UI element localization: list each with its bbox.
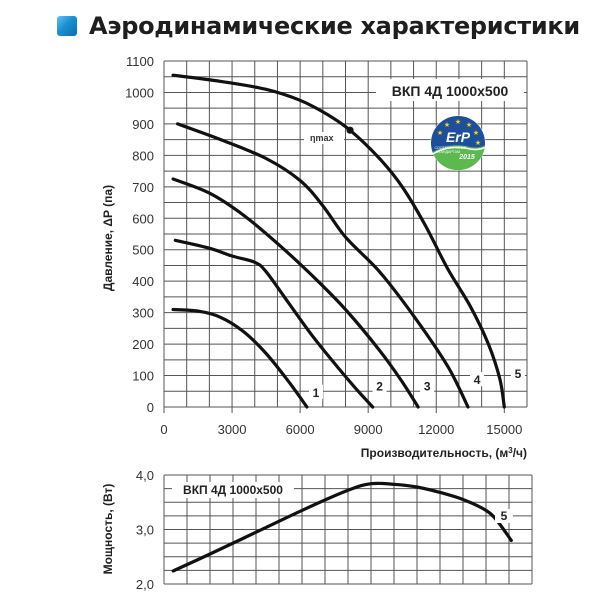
eta-max-label: ηmax bbox=[310, 133, 334, 143]
erp-badge-line2: СТАНДАРТАМ bbox=[435, 150, 461, 154]
erp-badge-name: ErP bbox=[445, 129, 471, 145]
y-tick-label: 0 bbox=[146, 400, 154, 415]
pressure-model-label: ВКП 4Д 1000x500 bbox=[391, 83, 509, 99]
power-y-tick-label: 3,0 bbox=[135, 522, 154, 538]
power-model-label: ВКП 4Д 1000x500 bbox=[183, 483, 283, 497]
svg-text:★: ★ bbox=[474, 140, 482, 147]
pressure-y-axis-ticks bbox=[125, 54, 154, 415]
y-tick-label: 100 bbox=[132, 368, 154, 384]
x-tick-label: 9000 bbox=[353, 422, 383, 437]
svg-text:★: ★ bbox=[472, 130, 480, 137]
pressure-curve-1 bbox=[173, 310, 307, 408]
curve-label-4: 4 bbox=[473, 373, 481, 388]
curve-label-5: 5 bbox=[514, 366, 522, 381]
svg-text:★: ★ bbox=[443, 122, 451, 129]
pressure-y-axis-label: Давление, ΔP (па) bbox=[101, 184, 115, 292]
y-tick-label: 400 bbox=[132, 274, 154, 290]
svg-text:★: ★ bbox=[454, 119, 462, 126]
y-tick-label: 500 bbox=[132, 242, 154, 258]
curve-label-1: 1 bbox=[312, 385, 320, 400]
x-tick-label: 15000 bbox=[486, 422, 523, 437]
y-tick-label: 1100 bbox=[126, 54, 154, 69]
page-title: Аэродинамические характеристики bbox=[89, 12, 580, 40]
erp-badge-year: 2015 bbox=[459, 154, 475, 161]
power-curve-label-5: 5 bbox=[500, 509, 508, 523]
y-tick-label: 700 bbox=[132, 179, 154, 195]
y-tick-label: 200 bbox=[132, 337, 154, 353]
power-y-axis-label: Мощность, (Вт) bbox=[101, 483, 115, 575]
y-tick-label: 900 bbox=[132, 116, 154, 132]
curve-label-3: 3 bbox=[423, 379, 431, 394]
power-y-axis-ticks bbox=[136, 468, 154, 592]
erp-badge-line1: СООТВЕТСТВУЕТ bbox=[434, 146, 466, 150]
y-tick-label: 600 bbox=[132, 211, 154, 227]
svg-text:★: ★ bbox=[436, 130, 444, 137]
power-y-tick-label: 4,0 bbox=[135, 468, 154, 483]
x-tick-label: 0 bbox=[160, 422, 168, 437]
y-tick-label: 1000 bbox=[125, 85, 154, 101]
x-tick-label: 12000 bbox=[418, 422, 455, 437]
x-tick-label: 3000 bbox=[217, 422, 247, 437]
pressure-x-axis-ticks bbox=[160, 422, 522, 437]
svg-text:★: ★ bbox=[465, 122, 473, 129]
pressure-x-axis-label: Производительность, $(м^3/ч)$ bbox=[360, 445, 527, 460]
curve-label-2: 2 bbox=[376, 379, 383, 394]
y-tick-label: 300 bbox=[132, 305, 154, 321]
y-tick-label: 800 bbox=[132, 148, 154, 164]
power-y-tick-label: 2,0 bbox=[135, 577, 154, 592]
eta-max-dot bbox=[346, 127, 353, 134]
eta-max-marker bbox=[304, 127, 354, 144]
x-tick-label: 6000 bbox=[285, 422, 315, 437]
